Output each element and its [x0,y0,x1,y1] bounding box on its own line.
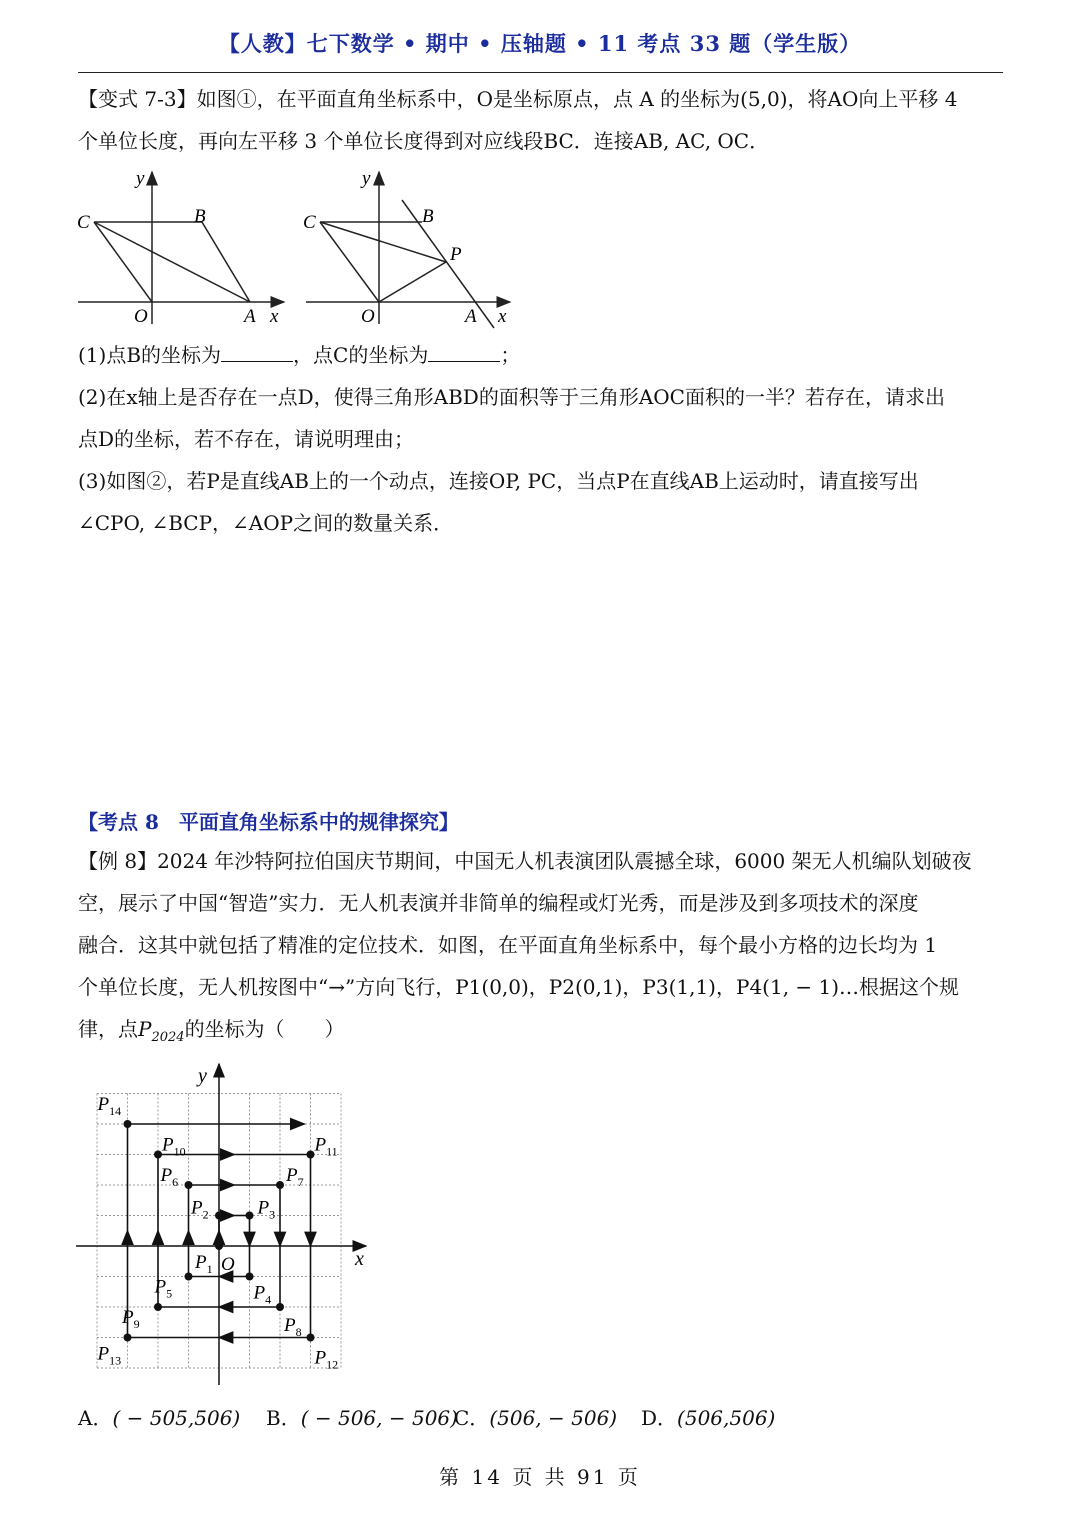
problem-text-line1: 如图①，在平面直角坐标系中，O是坐标原点，点 A 的坐标为(5,0)，将AO向上平移 4 [196,87,958,111]
problem-7-3-stem [78,78,1003,162]
option-d-value: (506,506) [677,1406,776,1430]
label-x: x [270,306,279,327]
point-label-p10: $P_{10}$ [162,1134,186,1159]
label-o: O [361,306,375,327]
example-line2: 空，展示了中国“智造”实力．无人机表演并非简单的编程或灯光秀，而是涉及到多项技术的深度 [78,891,919,915]
header-divider [78,72,1003,73]
segment-co [94,222,152,302]
point-p12 [307,1334,315,1342]
label-c: C [77,212,90,233]
point-p10 [154,1151,162,1159]
point-p9 [154,1303,162,1311]
label-a: A [465,306,477,327]
segment-op [379,262,446,302]
label-p: P [450,244,462,265]
problem-7-3-questions [78,334,1003,544]
origin-label: O [221,1254,235,1275]
label-y: y [136,168,145,189]
label-o: O [134,306,148,327]
question-2-line2: 点D的坐标，若不存在，请说明理由； [78,427,415,451]
q1-part-b: ，点C的坐标为 [293,343,429,367]
option-c-label: C． [454,1406,490,1430]
problem-tag: 【变式 7-3】 [78,87,197,111]
label-a: A [244,306,256,327]
q1-part-c: ； [500,343,521,367]
problem-text-line2: 个单位长度，再向左平移 3 个单位长度得到对应线段BC．连接AB, AC, OC． [78,129,770,153]
option-a-value: ( − 505,506) [112,1406,241,1430]
example-line5 [78,1008,1003,1059]
label-b: B [194,206,206,227]
figure-2 [300,164,520,332]
segment-cp [320,222,446,262]
question-2-line1: (2)在x轴上是否存在一点D，使得三角形ABD的面积等于三角形AOC面积的一半？若存在，请求出 [78,385,945,409]
point-label-p1: $P_1$ [195,1252,213,1276]
question-1 [78,334,1003,376]
point-label-p8: $P_8$ [284,1315,302,1339]
option-a[interactable] [78,1402,240,1431]
point-p11 [307,1151,315,1159]
point-label-p3: $P_3$ [257,1197,276,1222]
point-p14 [124,1120,132,1128]
point-p8 [276,1303,284,1311]
point-label-p14: $P_{14}$ [97,1094,122,1118]
option-d-label: D． [641,1406,678,1430]
page-header-title: 【人教】七下数学 • 期中 • 压轴题 • 11 考点 33 题（学生版） [218,31,862,56]
example-line1: 【例 8】2024 年沙特阿拉伯国庆节期间，中国无人机表演团队震撼全球，6000 架无人机编队划破夜 [78,849,972,873]
option-b[interactable] [266,1402,458,1431]
option-b-value: ( − 506, − 506) [300,1406,458,1430]
example-line3: 融合．这其中就包括了精准的定位技术．如图，在平面直角坐标系中，每个最小方格的边长均为 1 [78,933,938,957]
section-8-title: 【考点 8 平面直角坐标系中的规律探究】 [78,810,459,834]
point-p3 [246,1212,254,1220]
point-label-p9: $P_9$ [122,1307,140,1331]
line5-subscript: 2024 [151,1030,185,1045]
point-label-p12: $P_{12}$ [314,1347,339,1372]
point-label-p11: $P_{11}$ [314,1134,338,1159]
option-d[interactable] [641,1402,775,1431]
point-p5 [185,1273,193,1281]
point-label-p2: $P_2$ [191,1197,209,1222]
answer-blank-b[interactable] [221,343,293,362]
point-p6 [185,1181,193,1189]
line5-suffix: 的坐标为（ ） [184,1017,345,1041]
point-label-p7: $P_7$ [286,1165,304,1189]
example-line4: 个单位长度，无人机按图中“→”方向飞行，P1(0,0)，P2(0,1)，P3(1,1)，P4(1, − 1)…根据这个规 [78,975,960,999]
spiral-grid-figure [70,1060,380,1390]
line-ab [402,200,494,328]
label-b: B [422,206,434,227]
axis-label-y: y [198,1065,207,1087]
segment-co [320,222,379,302]
label-x: x [498,306,507,327]
point-label-p4: $P_4$ [253,1282,272,1307]
option-c-value: (506, − 506) [489,1406,618,1430]
point-p2 [215,1212,223,1220]
example-8-stem [78,840,1003,1059]
axis-label-x: x [355,1248,364,1270]
point-p1 [215,1242,223,1250]
point-label-p13: $P_{13}$ [97,1343,122,1368]
points [97,1094,339,1372]
question-3-line1: (3)如图②，若P是直线AB上的一个动点，连接OP, PC，当点P在直线AB上运动时，请直接写出 [78,469,919,493]
option-b-label: B． [266,1406,301,1430]
figure-1 [74,164,294,332]
label-c: C [303,212,316,233]
line5-prefix: 律，点 [78,1017,138,1041]
option-c[interactable] [454,1402,617,1431]
question-3-line2: ∠CPO, ∠BCP，∠AOP之间的数量关系． [78,511,454,535]
point-label-p5: $P_5$ [154,1276,173,1301]
point-p4 [246,1273,254,1281]
page-footer: 第 14 页 共 91 页 [439,1465,641,1489]
point-label-p6: $P_6$ [160,1165,179,1189]
option-a-label: A． [78,1406,113,1430]
q1-part-a: (1)点B的坐标为 [78,343,222,367]
label-y: y [362,168,371,189]
point-p7 [276,1181,284,1189]
answer-blank-c[interactable] [428,343,500,362]
line5-point: P [138,1017,152,1041]
point-p13 [124,1334,132,1342]
